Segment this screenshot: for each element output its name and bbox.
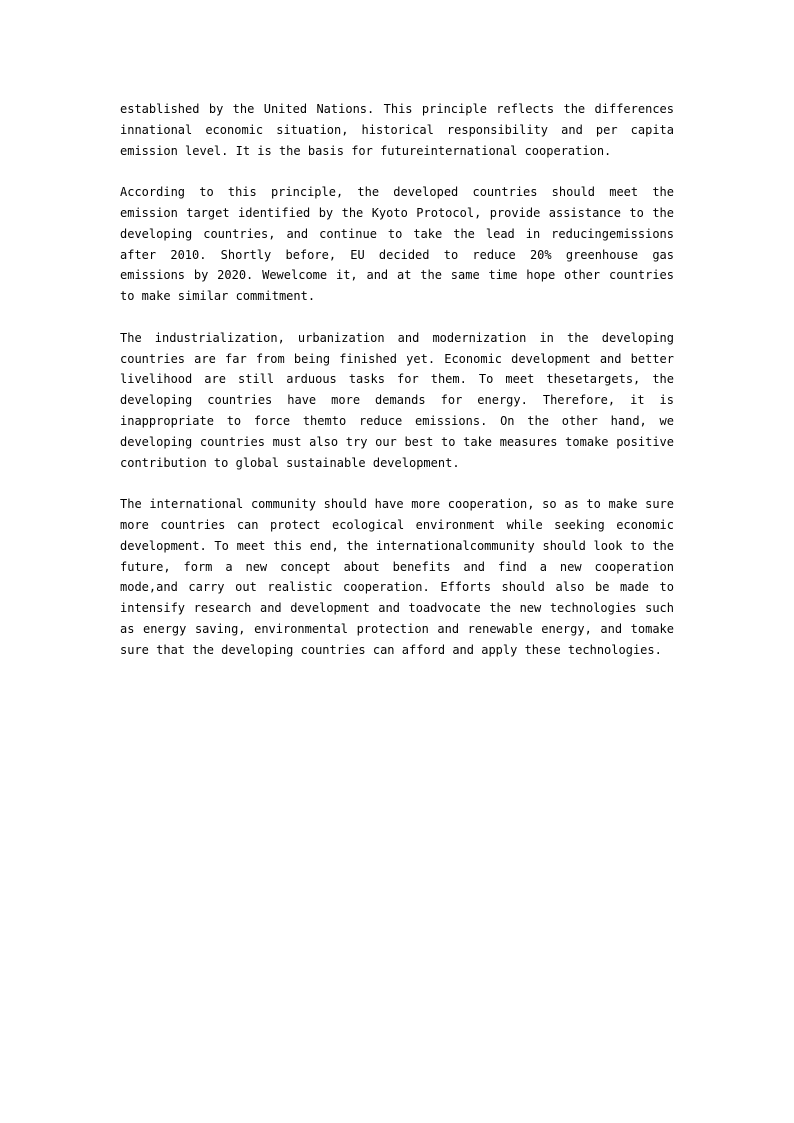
paragraph-4: The international community should have more cooperation, so as to make sure more countries can protect ecological environment while seeking economic development. To meet this end, the internationalcommunity should look to the future, form a new concept about benefits and find a new cooperation mode,and carry out realistic cooperation. Efforts should also be made to intensify research and development and toadvocate the new technologies such as energy saving, environmental protection and renewable energy, and tomake sure that the developing countries can afford and apply these technologies. [120,497,674,657]
document-body [120,99,674,681]
paragraph-2: According to this principle, the developed countries should meet the emission target identified by the Kyoto Protocol, provide assistance to the developing countries, and continue to take the lead in reducingemissions after 2010. Shortly before, EU decided to reduce 20% greenhouse gas emissions by 2020. Wewelcome it, and at the same time hope other countries to make similar commitment. [120,185,674,304]
paragraph-3: The industrialization, urbanization and modernization in the developing countries are far from being finished yet. Economic development and better livelihood are still arduous tasks for them. To meet thesetargets, the developing countries have more demands for energy. Therefore, it is inappropriate to force themto reduce emissions. On the other hand, we developing countries must also try our best to take measures tomake positive contribution to global sustainable development. [120,330,674,470]
paragraph-1: established by the United Nations. This principle reflects the differences innational economic situation, historical responsibility and per capita emission level. It is the basis for futureinternational cooperation. [120,102,674,158]
